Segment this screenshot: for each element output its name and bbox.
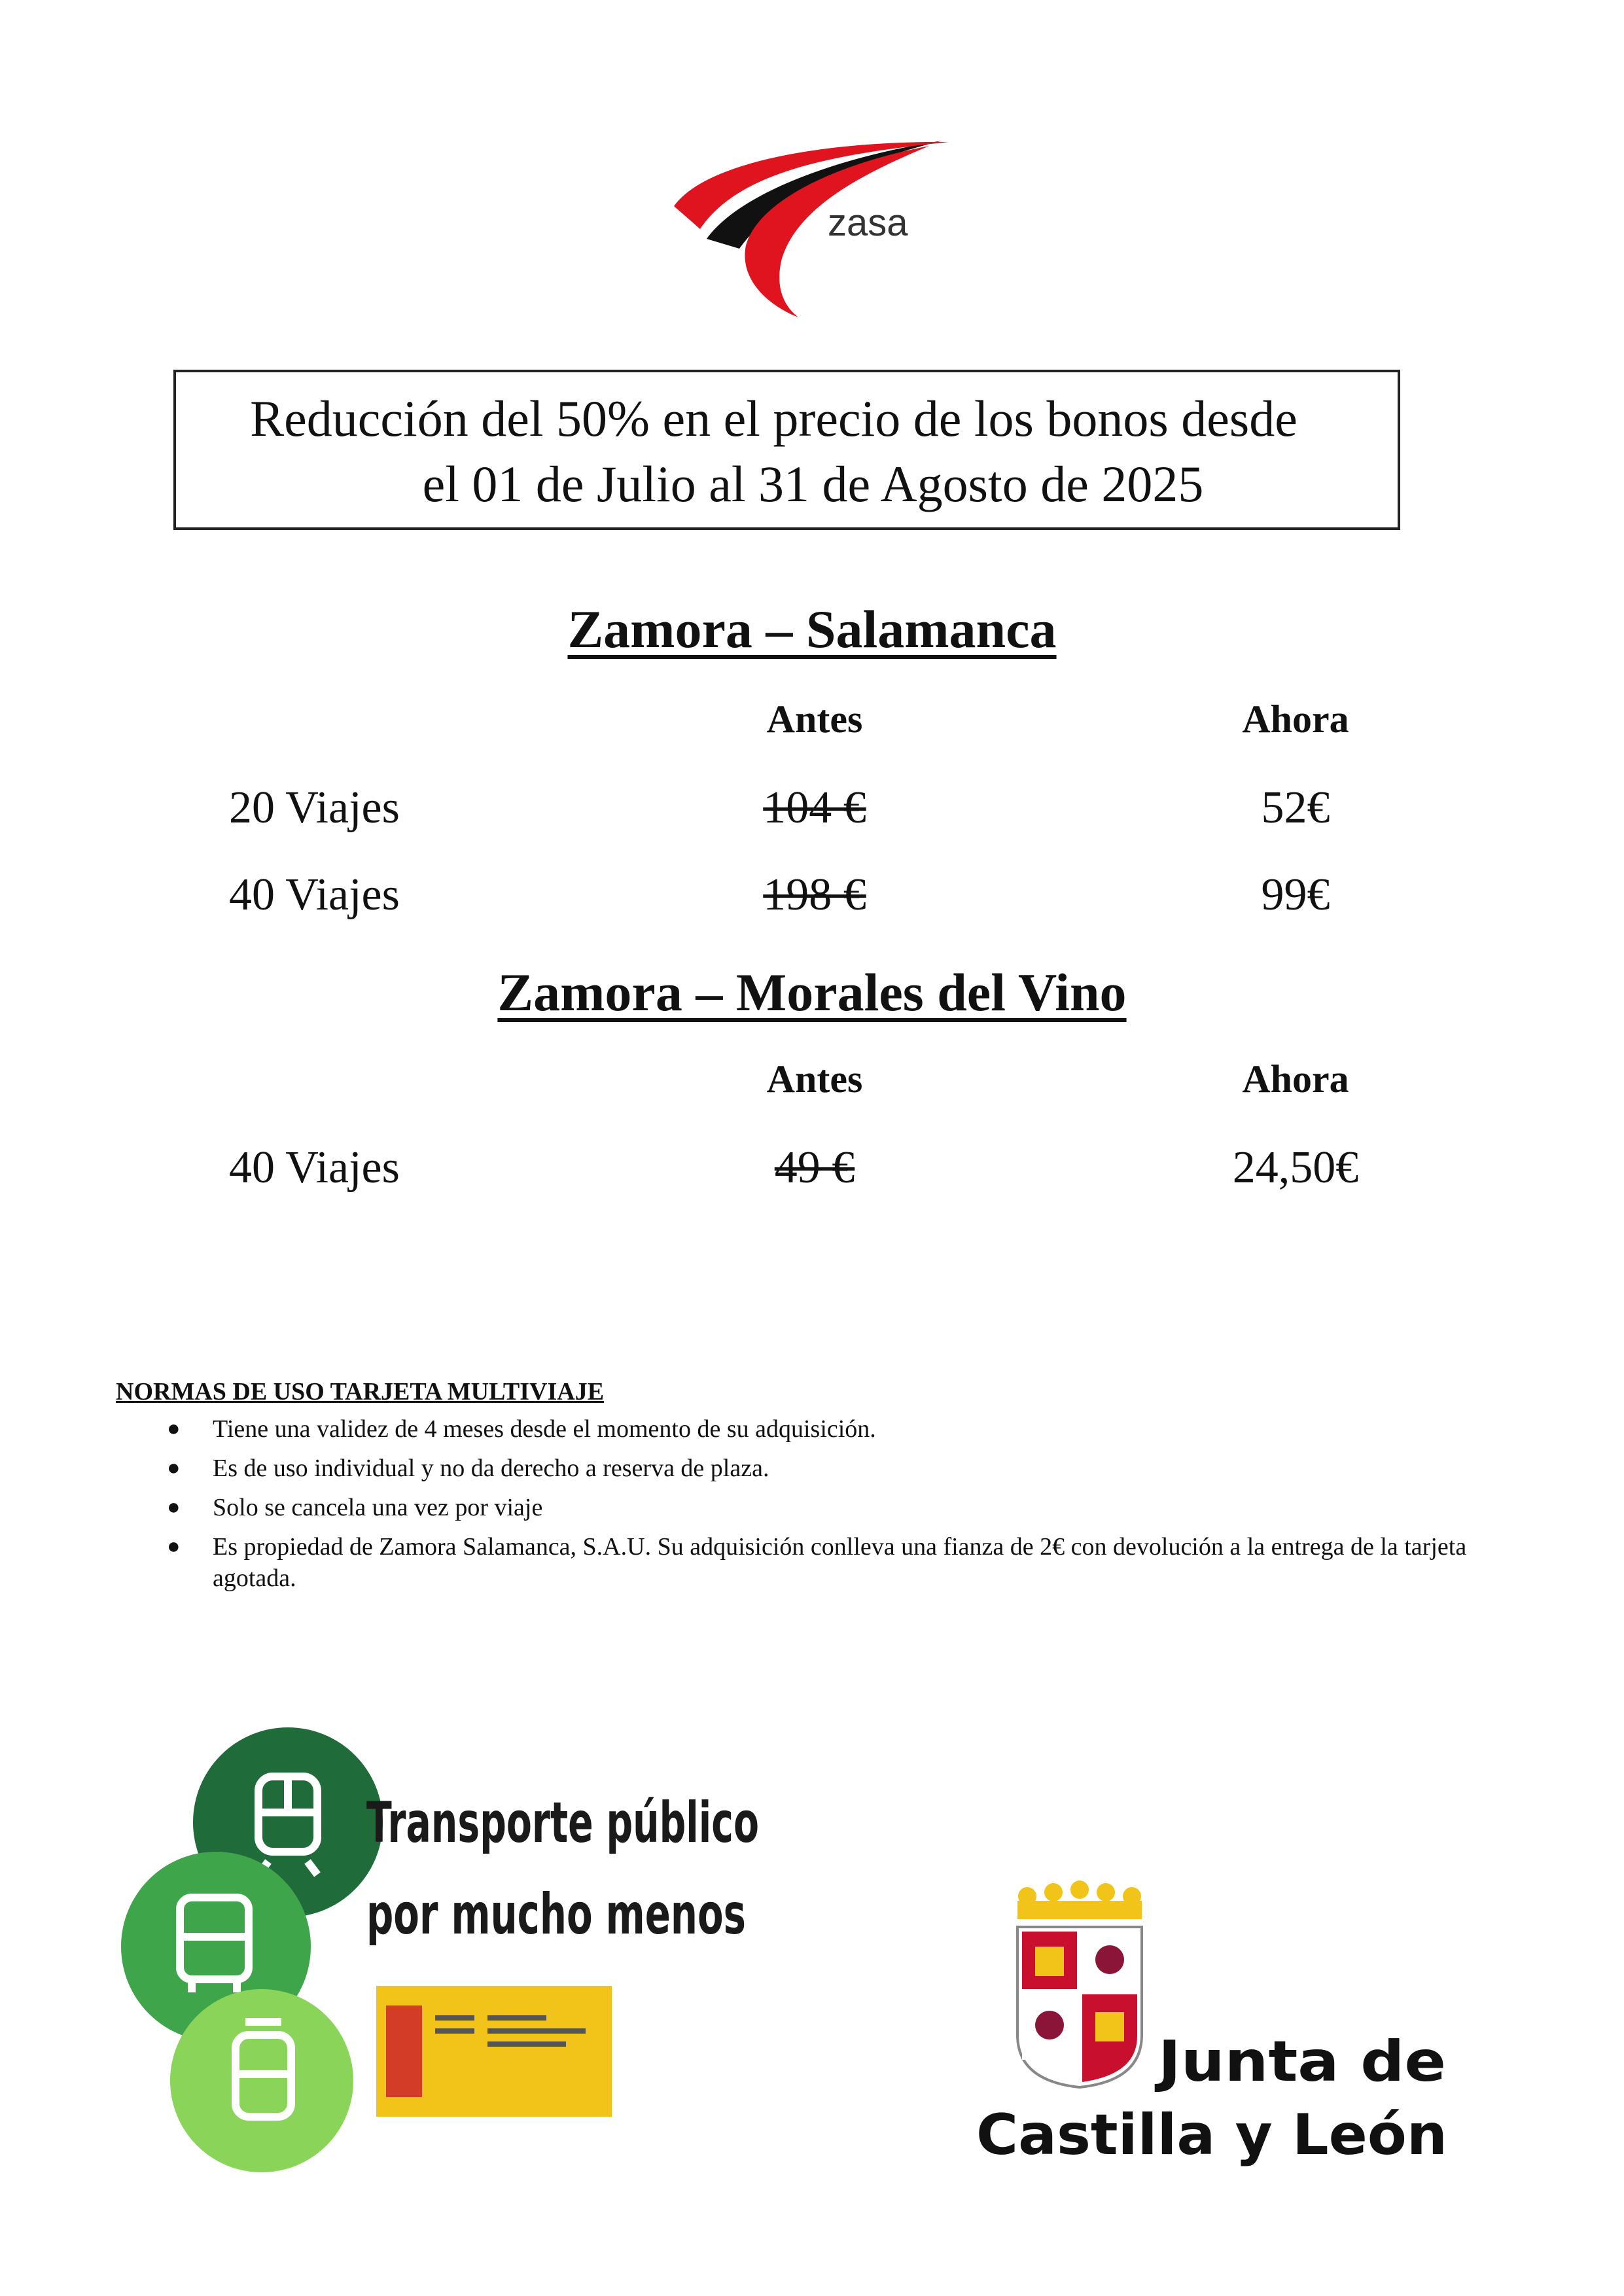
rules-list [157, 1413, 1492, 1602]
zasa-logo [667, 134, 1008, 330]
price-now: 99€ [1261, 870, 1330, 920]
transport-banner-line-1: Transporte público [366, 1790, 759, 1856]
list-item: ● Solo se cancela una vez por viaje [157, 1492, 1492, 1523]
price-before: 198 € [763, 870, 866, 920]
price-now: 52€ [1261, 783, 1330, 833]
rules-title: NORMAS DE USO TARJETA MULTIVIAJE [116, 1378, 605, 1405]
bullet-icon: ● [167, 1417, 181, 1441]
headline-line-1: Reducción del 50% en el precio de los bonos desde [250, 390, 1297, 447]
list-item: ● Es de uso individual y no da derecho a reserva de plaza. [157, 1453, 1492, 1484]
column-header-ahora: Ahora [1242, 698, 1349, 741]
row-label: 40 Viajes [229, 870, 400, 920]
headline-line-2: el 01 de Julio al 31 de Agosto de 2025 [422, 455, 1204, 512]
spain-coat-of-arms-icon [386, 2005, 422, 2097]
headline-box [173, 370, 1400, 530]
price-before: 49 € [774, 1142, 855, 1193]
column-header-antes: Antes [766, 698, 863, 741]
transport-banner-line-2: por mucho menos [366, 1882, 746, 1947]
zasa-logo-text: zasa [828, 202, 908, 244]
bullet-icon: ● [167, 1495, 181, 1519]
coat-of-arms-shield-icon [1017, 1927, 1142, 2087]
tram-circle-icon [170, 1989, 353, 2172]
row-label: 20 Viajes [229, 783, 400, 833]
list-item: ● Es propiedad de Zamora Salamanca, S.A.U. Su adquisición conlleva una fianza de 2€ con devolución a la entrega de la tarjeta agotada. [157, 1531, 1492, 1594]
transporte-publico-logo [154, 1727, 775, 2172]
junta-castilla-leon-logo [975, 1884, 1459, 2172]
price-before: 104 € [763, 783, 866, 833]
list-item: ● Tiene una validez de 4 meses desde el momento de su adquisición. [157, 1413, 1492, 1445]
column-header-ahora: Ahora [1242, 1057, 1349, 1101]
bullet-icon: ● [167, 1456, 181, 1480]
junta-text-line-1: Junta de [1154, 2029, 1446, 2094]
bullet-icon: ● [167, 1534, 181, 1559]
row-label: 40 Viajes [229, 1142, 400, 1193]
route-title-zamora-salamanca: Zamora – Salamanca [567, 599, 1057, 659]
column-header-antes: Antes [766, 1057, 863, 1101]
price-now: 24,50€ [1232, 1142, 1359, 1193]
junta-text-line-2: Castilla y León [976, 2102, 1447, 2168]
crown-icon [1017, 1881, 1142, 1919]
route-title-zamora-morales: Zamora – Morales del Vino [497, 963, 1127, 1022]
